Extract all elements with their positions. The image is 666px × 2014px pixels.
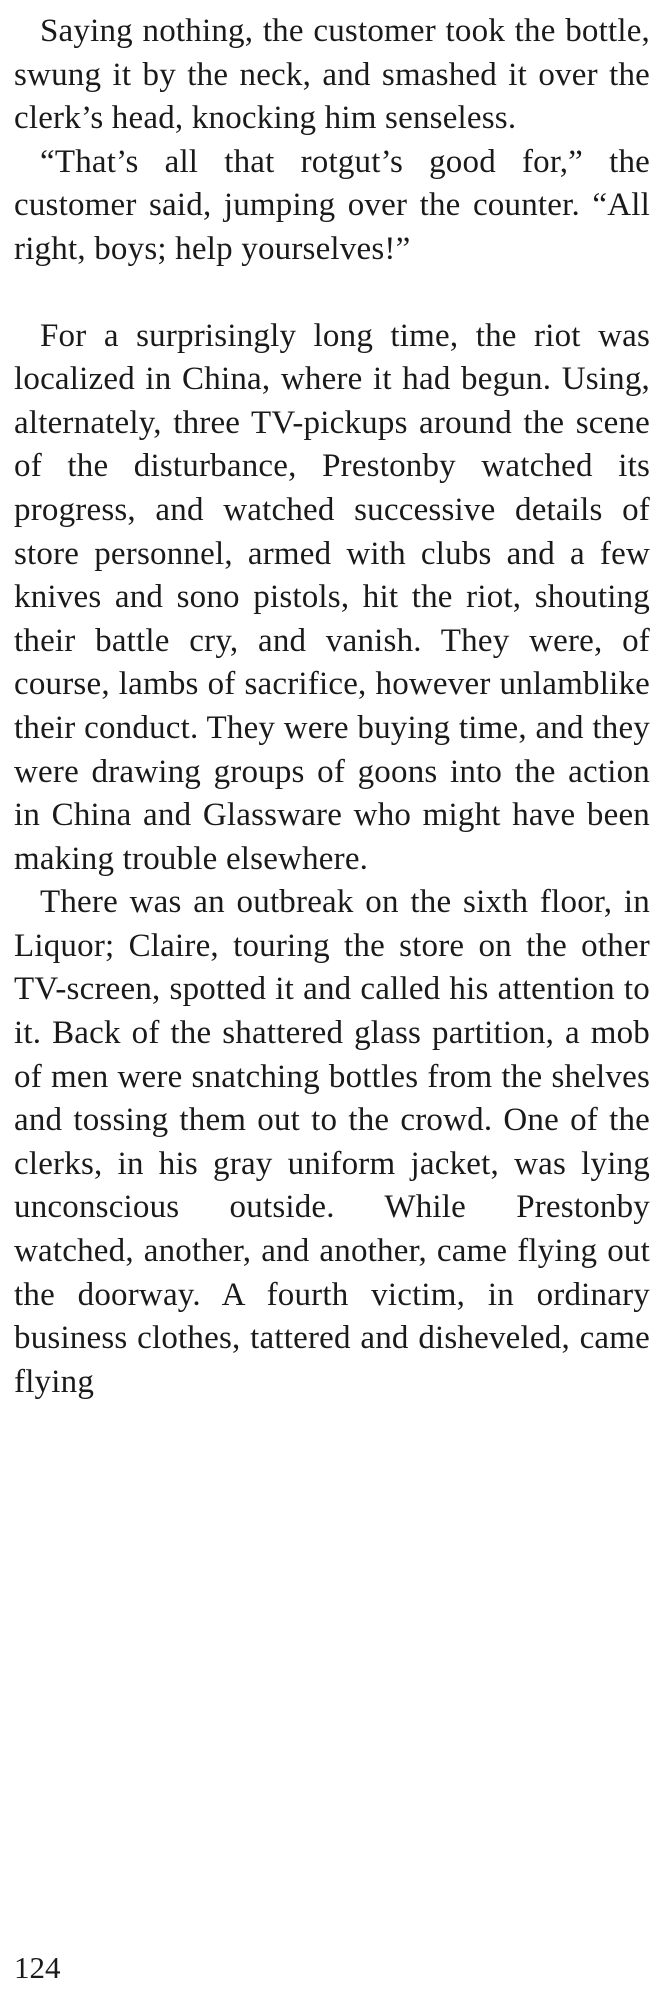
paragraph-2: “That’s all that rotgut’s good for,” the customer said, jumping over the counter. “All right, boys; help yourselves!” <box>14 143 650 267</box>
paragraph-1: Saying nothing, the customer took the bottle, swung it by the neck, and smashed it over the clerk’s head, knocking him senseless. <box>14 13 650 137</box>
section-break <box>14 272 650 315</box>
page-number: 124 <box>14 1950 61 1985</box>
page-text <box>14 10 650 1404</box>
paragraph-4: There was an outbreak on the sixth floor, in Liquor; Claire, touring the store on the other TV-screen, spotted it and called his attention to it. Back of the shattered glass partition, a mob of men were snatching bottles from the shelves and tossing them out to the crowd. One of the clerks, in his gray uniform jacket, was lying unconscious outside. While Prestonby watched, another, and another, came flying out the doorway. A fourth victim, in ordinary business clothes, tattered and disheveled, came flying <box>14 884 650 1400</box>
paragraph-3: For a surprisingly long time, the riot was localized in China, where it had begun. Using, alternately, three TV-pickups around the scene of the disturbance, Prestonby watched its progress, and watched successive details of store personnel, armed with clubs and a few knives and sono pistols, hit the riot, shouting their battle cry, and vanish. They were, of course, lambs of sacrifice, however unlamblike their conduct. They were buying time, and they were drawing groups of goons into the action in China and Glassware who might have been making trouble elsewhere. <box>14 317 650 877</box>
